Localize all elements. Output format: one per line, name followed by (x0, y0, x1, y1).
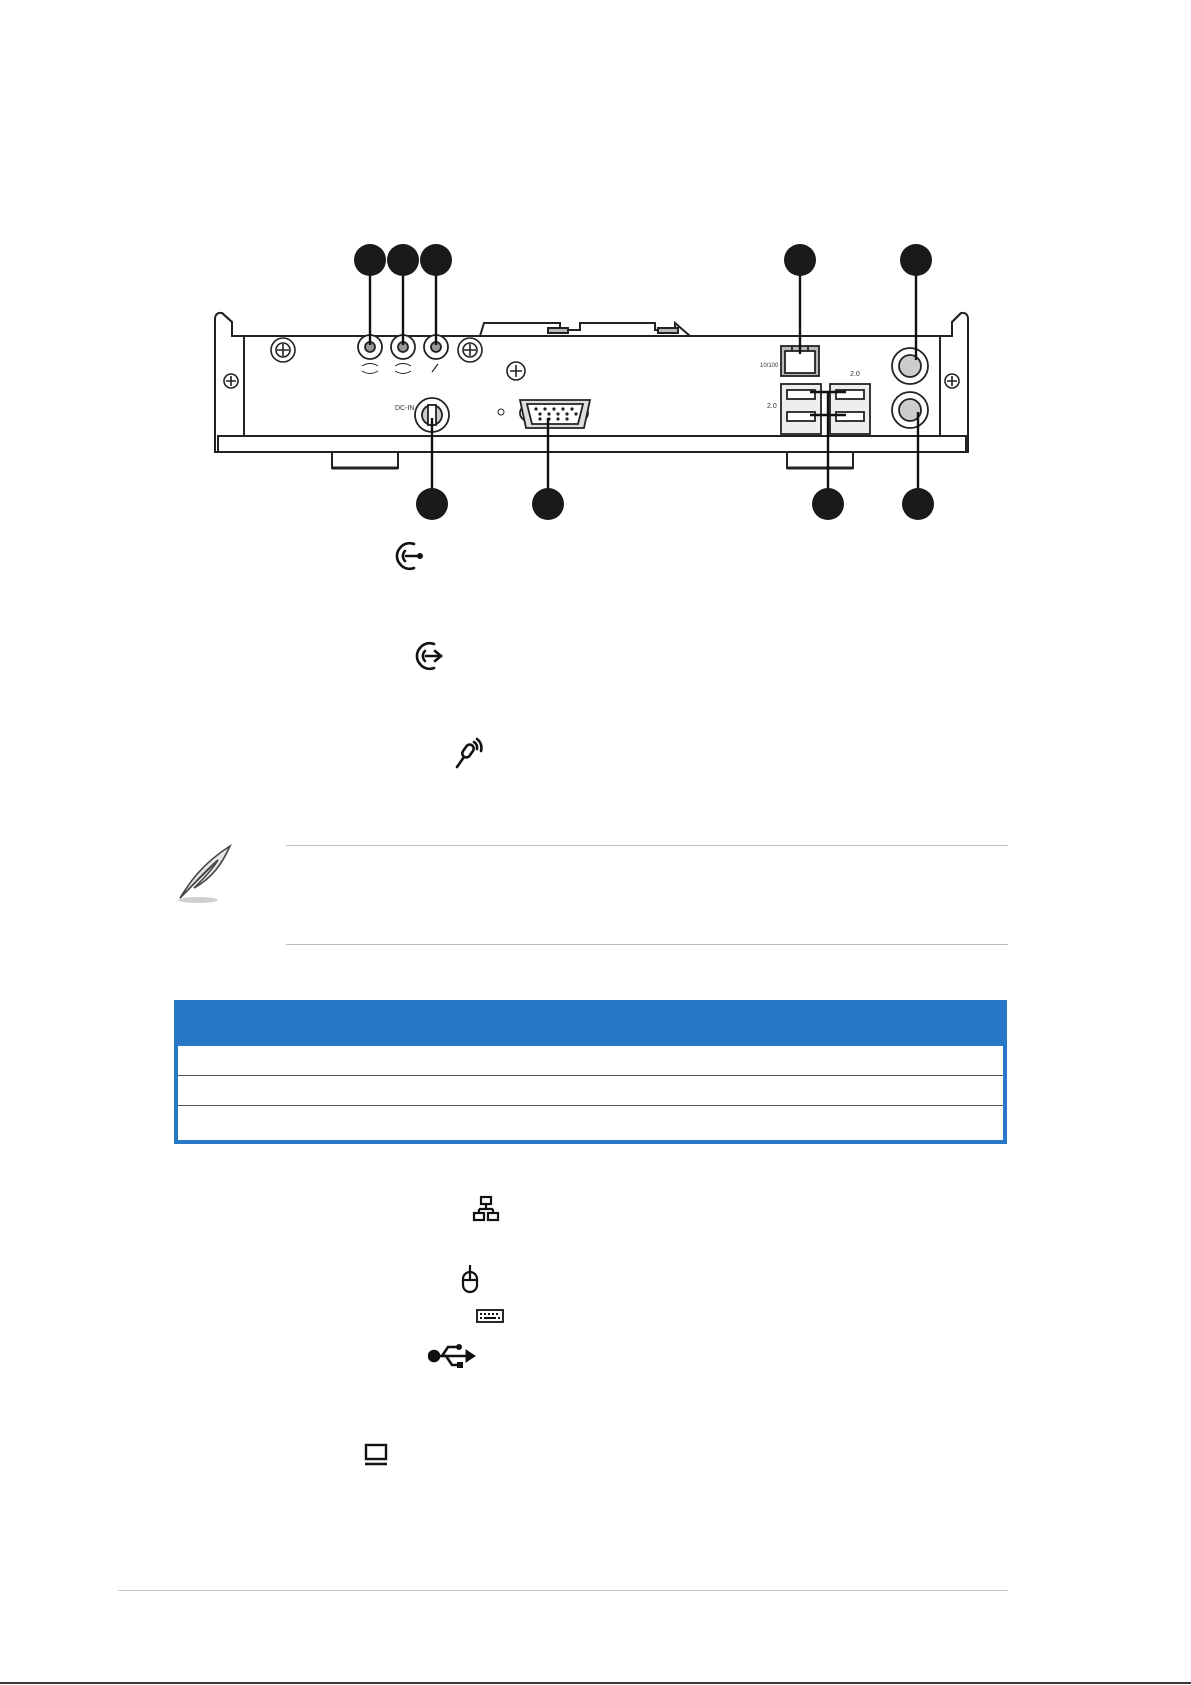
callout-top-4 (784, 244, 816, 276)
ps2-ports (892, 348, 928, 428)
monitor-icon (364, 1443, 388, 1467)
table-body (178, 1046, 1003, 1140)
table-row (178, 1076, 1003, 1106)
rear-panel-diagram (0, 0, 1191, 540)
screw-right-edge (945, 374, 959, 388)
usb-bottom-label: 2.0 (767, 403, 777, 410)
note-rule-bottom (286, 944, 1008, 945)
screw-left-edge (224, 374, 238, 388)
ps2-keyboard (892, 392, 928, 428)
lan-speed-label: 10/100 (760, 363, 779, 369)
callout-bottom-2 (532, 488, 564, 520)
vga-port (498, 400, 590, 428)
mouse-icon (460, 1264, 480, 1294)
callout-markers (354, 244, 934, 520)
screws (224, 338, 959, 388)
lan-icon (472, 1195, 500, 1223)
screw-2 (458, 338, 482, 362)
note-feather-icon (172, 842, 238, 904)
footer-rule (118, 1590, 1008, 1591)
data-table (174, 1000, 1007, 1144)
table-header (178, 1004, 1003, 1046)
screw-3 (507, 362, 525, 380)
screw-1 (271, 338, 295, 362)
callout-top-2 (387, 244, 419, 276)
line-in-icon (394, 540, 426, 572)
usb-icon (428, 1342, 476, 1370)
keyboard-icon (476, 1309, 504, 1323)
callout-top-3 (420, 244, 452, 276)
page-bottom-edge (0, 1682, 1191, 1684)
line-out-icon (414, 640, 446, 672)
dc-in-label: DC-IN (395, 405, 415, 412)
microphone-icon (452, 736, 486, 770)
callout-bottom-3 (812, 488, 844, 520)
table-row (178, 1106, 1003, 1140)
ps2-mouse (892, 348, 928, 384)
callout-top-5 (900, 244, 932, 276)
usb-top-label: 2.0 (850, 371, 860, 378)
table-row (178, 1046, 1003, 1076)
callout-top-1 (354, 244, 386, 276)
callout-bottom-4 (902, 488, 934, 520)
callout-bottom-1 (416, 488, 448, 520)
note-rule-top (286, 845, 1008, 846)
